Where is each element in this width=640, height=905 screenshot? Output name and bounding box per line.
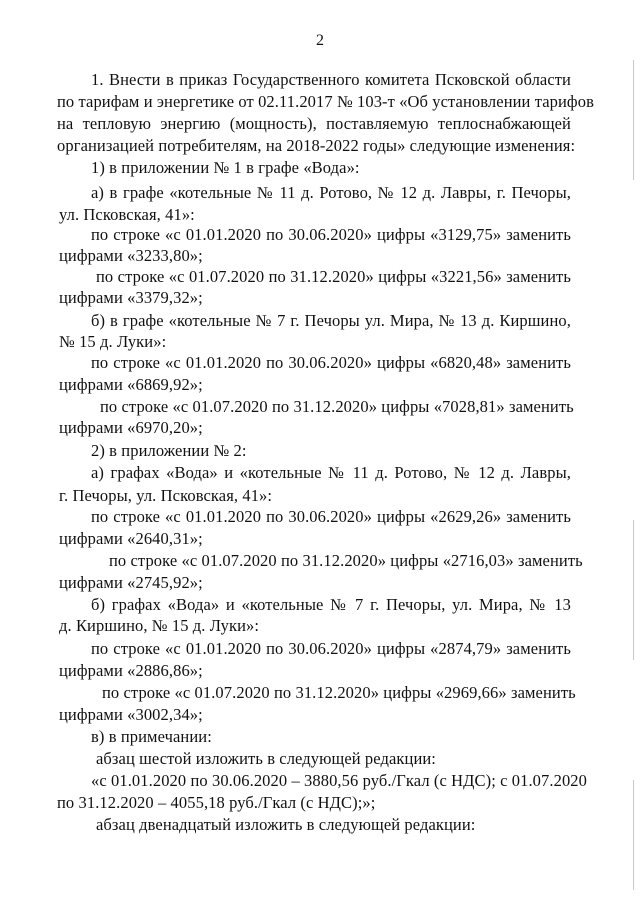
text-line: № 15 д. Луки»: <box>59 332 167 351</box>
scan-edge-mark <box>633 780 634 890</box>
text-line: а) в графе «котельные № 11 д. Ротово, № 12 д. Лавры, г. Печоры, <box>91 183 571 202</box>
text-line: цифрами «3002,34»; <box>59 705 203 724</box>
text-line: цифрами «2640,31»; <box>59 529 203 548</box>
text-line: б) графах «Вода» и «котельные № 7 г. Печоры, ул. Мира, № 13 <box>91 595 571 614</box>
text-line: организацией потребителям, на 2018-2022 годы» следующие изменения: <box>57 136 576 155</box>
text-line: по строке «с 01.07.2020 по 31.12.2020» цифры «2969,66» заменить <box>102 683 576 702</box>
scan-edge-mark <box>633 60 634 180</box>
text-line: 1) в приложении № 1 в графе «Вода»: <box>91 158 360 177</box>
text-line: по строке «с 01.01.2020 по 30.06.2020» цифры «3129,75» заменить <box>91 225 571 244</box>
text-line: цифрами «2745,92»; <box>59 573 203 592</box>
text-line: по строке «с 01.01.2020 по 30.06.2020» цифры «2874,79» заменить <box>91 639 571 658</box>
text-line: д. Киршино, № 15 д. Луки»: <box>59 616 260 635</box>
text-line: г. Печоры, ул. Псковская, 41»: <box>59 486 273 505</box>
text-line: ул. Псковская, 41»: <box>59 205 195 224</box>
text-line: абзац двенадцатый изложить в следующей редакции: <box>96 815 476 834</box>
text-line: по строке «с 01.01.2020 по 30.06.2020» цифры «6820,48» заменить <box>91 353 571 372</box>
text-line: по строке «с 01.07.2020 по 31.12.2020» цифры «7028,81» заменить <box>100 397 574 416</box>
text-line: по строке «с 01.07.2020 по 31.12.2020» цифры «2716,03» заменить <box>109 551 583 570</box>
text-line: цифрами «3379,32»; <box>59 288 203 307</box>
text-line: «с 01.01.2020 по 30.06.2020 – 3880,56 руб./Гкал (с НДС); с 01.07.2020 <box>91 771 588 790</box>
text-line: а) графах «Вода» и «котельные № 11 д. Ротово, № 12 д. Лавры, <box>91 463 571 482</box>
text-line: 1. Внести в приказ Государственного комитета Псковской области <box>91 70 571 89</box>
text-line: абзац шестой изложить в следующей редакции: <box>96 749 436 768</box>
text-line: цифрами «2886,86»; <box>59 661 203 680</box>
text-line: цифрами «6970,20»; <box>59 418 203 437</box>
text-line: в) в примечании: <box>91 727 212 746</box>
scan-edge-mark <box>633 520 634 660</box>
text-line: цифрами «3233,80»; <box>59 246 203 265</box>
page-number: 2 <box>316 32 324 49</box>
text-line: по строке «с 01.01.2020 по 30.06.2020» цифры «2629,26» заменить <box>91 507 571 526</box>
text-line: б) в графе «котельные № 7 г. Печоры ул. Мира, № 13 д. Киршино, <box>91 311 571 330</box>
text-line: по тарифам и энергетике от 02.11.2017 № 103-т «Об установлении тарифов <box>57 92 594 111</box>
text-line: на тепловую энергию (мощность), поставляемую теплоснабжающей <box>57 114 571 133</box>
text-line: по строке «с 01.07.2020 по 31.12.2020» цифры «3221,56» заменить <box>96 267 571 286</box>
text-line: по 31.12.2020 – 4055,18 руб./Гкал (с НДС);»; <box>57 793 376 812</box>
text-line: 2) в приложении № 2: <box>91 441 247 460</box>
text-line: цифрами «6869,92»; <box>59 375 203 394</box>
